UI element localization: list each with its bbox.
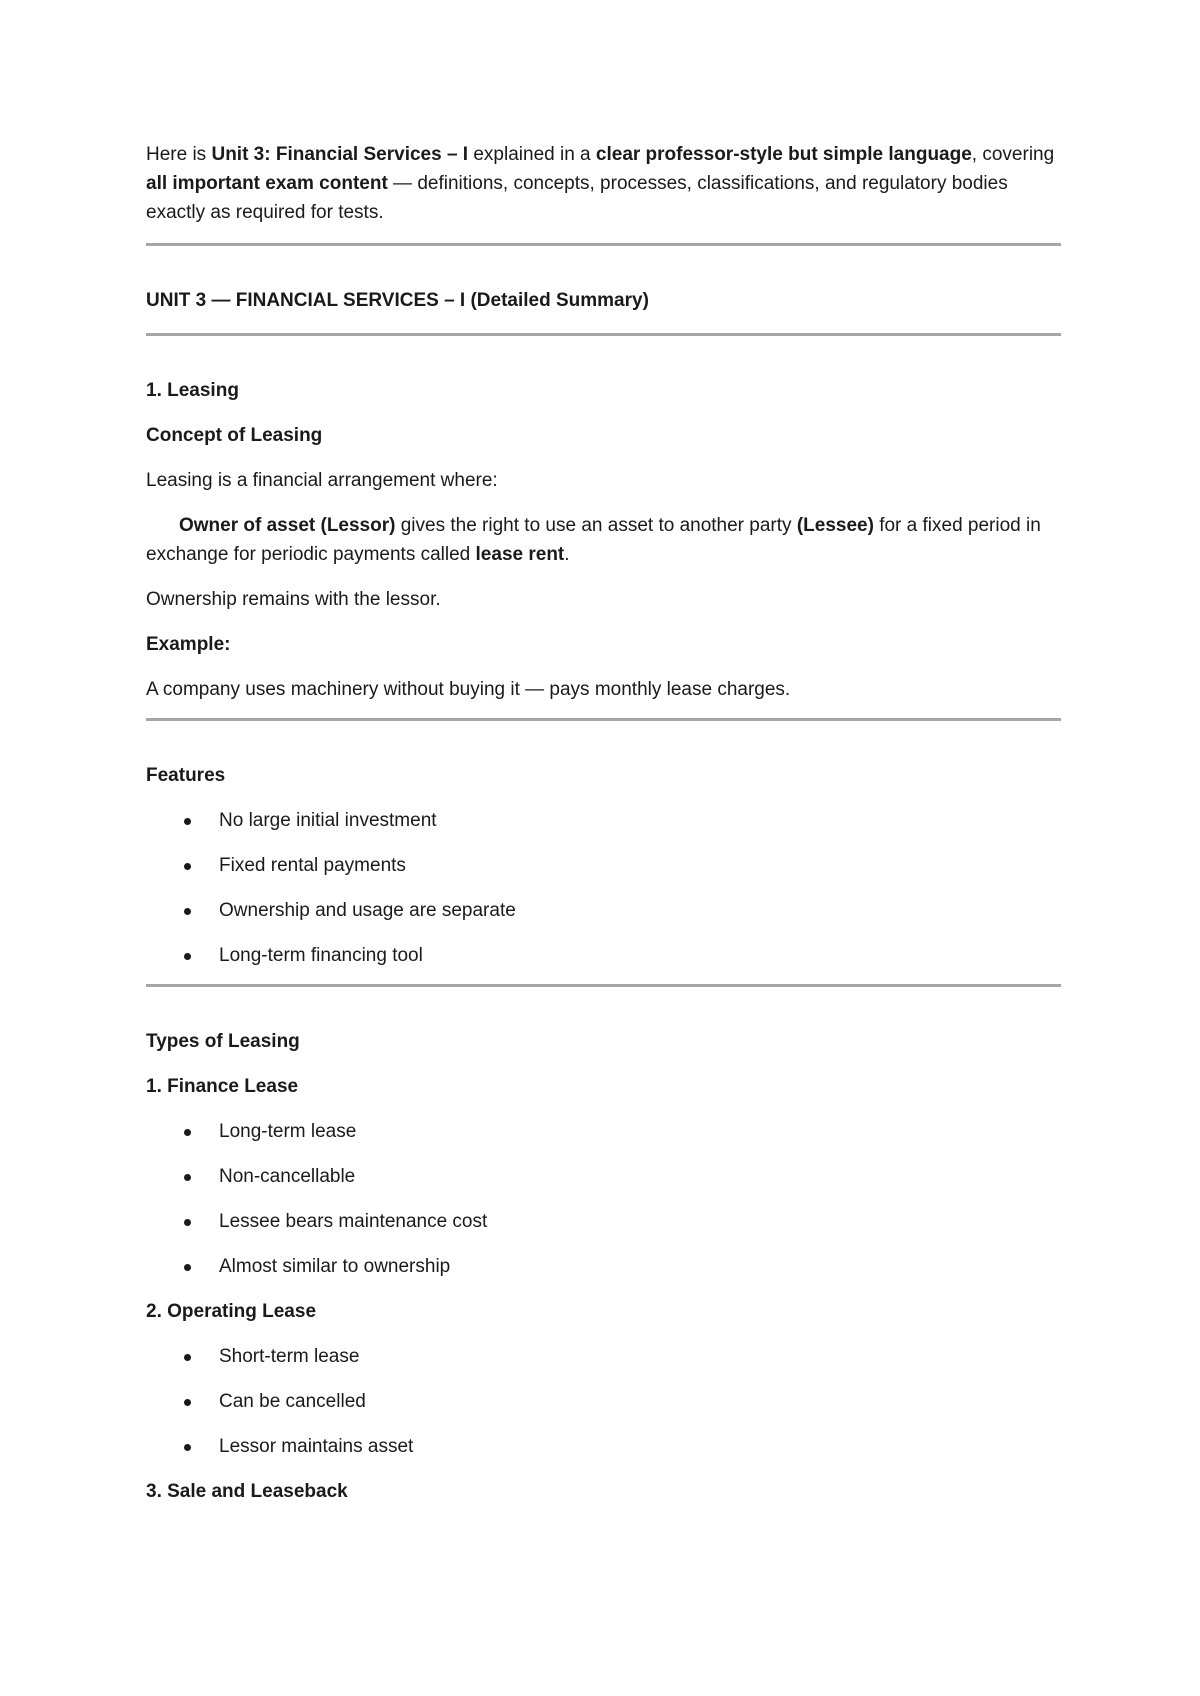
- definition-lessor: Owner of asset (Lessor): [179, 515, 396, 536]
- definition-lease-rent: lease rent: [475, 544, 565, 565]
- bullet-icon: [184, 1399, 191, 1406]
- definition-text-2: for a fixed period in exchange for periodic payments called: [146, 515, 1041, 565]
- bullet-icon: [184, 818, 191, 825]
- unit-title: UNIT 3 — FINANCIAL SERVICES – I (Detailed Summary): [146, 290, 649, 311]
- leasing-heading: 1. Leasing: [146, 380, 239, 401]
- definition-text-3: .: [564, 544, 570, 565]
- features-heading: Features: [146, 765, 226, 786]
- intro-bold-style: clear professor-style but simple language: [595, 144, 972, 165]
- bullet-icon: [184, 1264, 191, 1271]
- bullet-icon: [184, 1354, 191, 1361]
- definition-text-1: gives the right to use an asset to another party: [395, 515, 797, 536]
- divider-4: [146, 984, 1061, 987]
- concept-heading: Concept of Leasing: [146, 425, 323, 446]
- operating-lease-list: [146, 1342, 1061, 1461]
- sale-leaseback-heading: 3. Sale and Leaseback: [146, 1481, 348, 1502]
- intro-text-4: — definitions, concepts, processes, classifications, and regulatory bodies exactly as required for tests.: [146, 173, 1008, 223]
- types-heading: Types of Leasing: [146, 1031, 300, 1052]
- intro-text-2: explained in a: [468, 144, 596, 165]
- list-item: Long-term lease: [146, 1117, 1061, 1146]
- list-item: Lessee bears maintenance cost: [146, 1207, 1061, 1236]
- leasing-definition: [146, 511, 1061, 569]
- definition-lessee: (Lessee): [796, 515, 874, 536]
- intro-bold-unit: Unit 3: Financial Services – I: [211, 144, 469, 165]
- divider-3: [146, 718, 1061, 721]
- list-item: Almost similar to ownership: [146, 1252, 1061, 1281]
- finance-lease-list: [146, 1117, 1061, 1281]
- bullet-icon: [184, 1444, 191, 1451]
- intro-text-3: , covering: [971, 144, 1055, 165]
- bullet-icon: [184, 1219, 191, 1226]
- list-item: Fixed rental payments: [146, 851, 1061, 880]
- bullet-icon: [184, 1174, 191, 1181]
- list-item: Lessor maintains asset: [146, 1432, 1061, 1461]
- list-item: No large initial investment: [146, 806, 1061, 835]
- intro-text-1: Here is: [146, 144, 212, 165]
- finance-lease-heading: 1. Finance Lease: [146, 1076, 299, 1097]
- list-item: Ownership and usage are separate: [146, 896, 1061, 925]
- list-item: Can be cancelled: [146, 1387, 1061, 1416]
- features-list: [146, 806, 1061, 970]
- example-text: A company uses machinery without buying it — pays monthly lease charges.: [146, 679, 791, 700]
- concept-intro: Leasing is a financial arrangement where:: [146, 470, 498, 491]
- bullet-icon: [184, 863, 191, 870]
- list-item: Short-term lease: [146, 1342, 1061, 1371]
- list-item: Non-cancellable: [146, 1162, 1061, 1191]
- bullet-icon: [184, 1129, 191, 1136]
- operating-lease-heading: 2. Operating Lease: [146, 1301, 317, 1322]
- ownership-note: Ownership remains with the lessor.: [146, 589, 441, 610]
- example-heading: Example:: [146, 634, 231, 655]
- list-item: Long-term financing tool: [146, 941, 1061, 970]
- bullet-icon: [184, 953, 191, 960]
- document-page: [146, 140, 1061, 1506]
- divider-2: [146, 333, 1061, 336]
- intro-bold-content: all important exam content: [146, 173, 388, 194]
- intro-paragraph: [146, 140, 1061, 227]
- divider-1: [146, 243, 1061, 246]
- bullet-icon: [184, 908, 191, 915]
